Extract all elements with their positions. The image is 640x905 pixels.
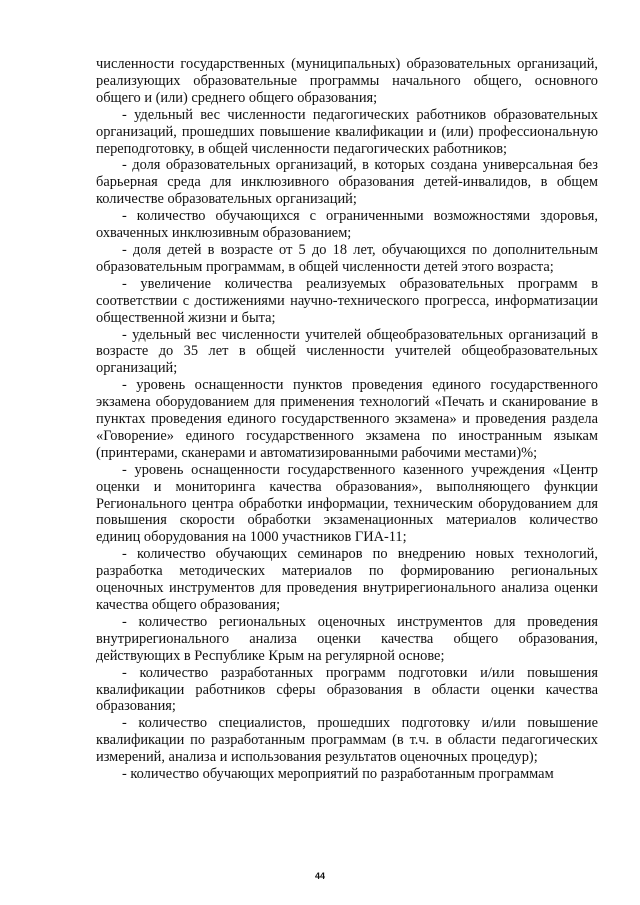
list-item: - количество обучающих мероприятий по разработанным программам <box>122 766 554 783</box>
list-item: - доля детей в возрасте от 5 до 18 лет, обучающихся по дополнительным образовательным программам, в общей численности детей этого возраста; <box>96 241 598 275</box>
page-number: 44 <box>314 871 325 881</box>
list-item: - количество разработанных программ подготовки и/или повышения квалификации работников сферы образования в области оценки качества образования; <box>96 664 598 715</box>
list-item: - удельный вес численности учителей общеобразовательных организаций в возрасте до 35 лет в общей численности учителей общеобразовательных организаций; <box>96 326 598 377</box>
list-item: - уровень оснащенности пунктов проведения единого государственного экзамена оборудованием для применения технологий «Печать и сканирование в пунктах проведения единого государственного экзамена» и проведения раздела «Говорение» единого государственного экзамена по иностранным языкам (принтерами, сканерами и автоматизированными рабочими местами)%; <box>96 377 598 461</box>
document-body <box>96 56 598 783</box>
list-item: - количество обучающих семинаров по внедрению новых технологий, разработка методических материалов по формированию региональных оценочных инструментов для проведения внутрирегионального анализа оценки качества общего образования; <box>96 546 598 613</box>
list-item: - количество обучающихся с ограниченными возможностями здоровья, охваченных инклюзивным образованием; <box>96 208 598 242</box>
list-item: - удельный вес численности педагогических работников образовательных организаций, прошедших повышение квалификации и (или) профессиональную переподготовку, в общей численности педагогических работников; <box>96 106 598 157</box>
list-item: - увеличение количества реализуемых образовательных программ в соответствии с достижениями научно-технического прогресса, информатизации общественной жизни и быта; <box>96 275 598 326</box>
list-item: - уровень оснащенности государственного казенного учреждения «Центр оценки и мониторинга качества образования», выполняющего функции Регионального центра обработки информации, техническим оборудованием для повышения скорости обработки экзаменационных материалов количество единиц оборудования на 1000 участников ГИА-11; <box>96 461 598 546</box>
list-item: - количество региональных оценочных инструментов для проведения внутрирегионального анализа оценки качества общего образования, действующих в Республике Крым на регулярной основе; <box>96 613 598 664</box>
list-item: - количество специалистов, прошедших подготовку и/или повышение квалификации по разработанным программам (в т.ч. в области педагогических измерений, анализа и использования результатов оценочных процедур); <box>96 715 598 766</box>
list-item: - доля образовательных организаций, в которых создана универсальная без барьерная среда для инклюзивного образования детей-инвалидов, в общем количестве образовательных организаций; <box>96 157 598 208</box>
paragraph-continuation: численности государственных (муниципальных) образовательных организаций, реализующих образовательные программы начального общего, основного общего и (или) среднего общего образования; <box>96 56 598 106</box>
